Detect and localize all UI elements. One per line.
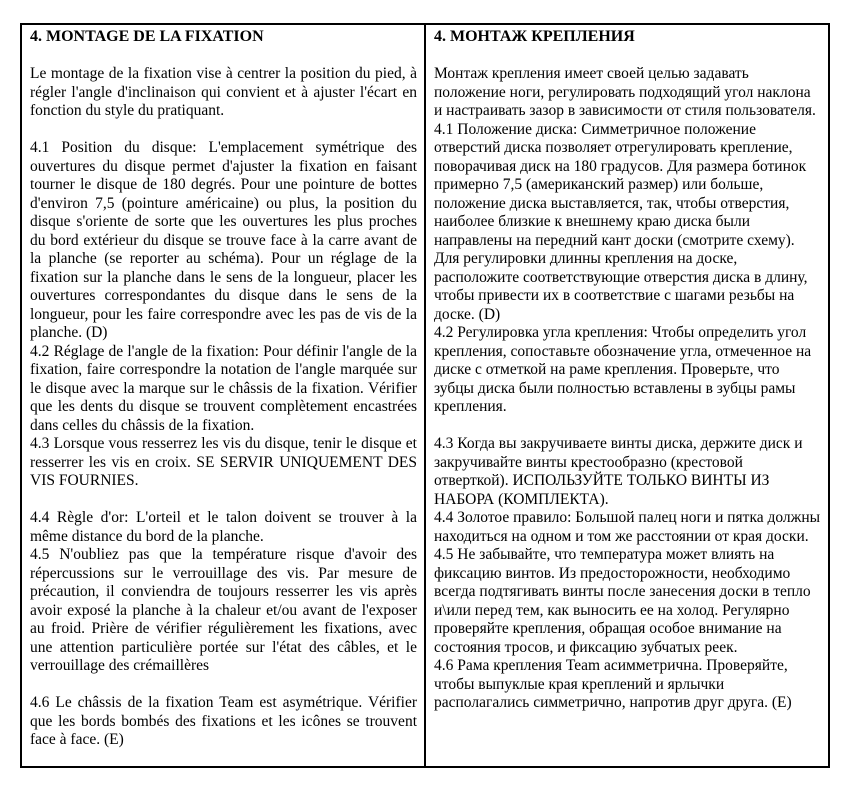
russian-column-cell [425, 24, 829, 767]
russian-column [434, 28, 821, 766]
russian-paragraph-4-1: 4.1 Положение диска: Симметричное положение отверстий диска позволяет отрегулировать крепление, поворачивая диск на 180 градусов. Для размера ботинок примерно 7,5 (американский размер) или больше, положение диска выставляется, так, чтобы отверстия, наиболее близкие к внешнему краю диска были направлены на передний кант доски (смотрите схему). Для регулировки длинны крепления на доске, расположите соответствующие отверстия диска в длину, чтобы привести их в соответствие с шагами резьбы на доске. (D) [434, 120, 808, 323]
table-row [21, 24, 829, 767]
french-paragraph-4-1: 4.1 Position du disque: L'emplacement symétrique des ouvertures du disque permet d'ajuster la fixation en faisant tourner le disque de 180 degrés. Pour une pointure de bottes d'environ 7,5 (pointure américaine) ou plus, la position du disque s'oriente de sorte que les ouvertures les plus proches du bord extérieur du disque se trouve face à la carre avant de la planche (se reporter au schéma). Pour un réglage de la fixation sur la planche dans le sens de la longueur, placer les ouvertures correspondantes du disque dans le sens de la longueur, pour les faire correspondre avec les pas de vis de la planche. (D) [30, 139, 417, 341]
russian-paragraph-4-3: 4.3 Когда вы закручиваете винты диска, держите диск и закручивайте винты крестообразно (крестовой отверткой). ИСПОЛЬЗУЙТЕ ТОЛЬКО ВИНТЫ ИЗ НАБОРА (КОМПЛЕКТА). [434, 435, 803, 508]
french-paragraph-4-6: 4.6 Le châssis de la fixation Team est asymétrique. Vérifier que les bords bombés des fixations et les icônes se trouvent face à face. (E) [30, 694, 417, 748]
french-paragraph-intro: Le montage de la fixation vise à centrer la position du pied, à régler l'angle d'inclinaison qui convient et à ajuster l'écart en fonction du style du pratiquant. [30, 65, 417, 119]
french-column [30, 28, 417, 766]
russian-paragraph-4-5: 4.5 Не забывайте, что температура может влиять на фиксацию винтов. Из предосторожности, необходимо всегда подтягивать винты после занесения доски в тепло и\или перед тем, как выносить ее на холод. Регулярно проверяйте крепления, обращая особое внимание на состояния тросов, и фиксацию зубчатых реек. [434, 546, 811, 656]
french-paragraph-4-2: 4.2 Réglage de l'angle de la fixation: Pour définir l'angle de la fixation, faire correspondre la notation de l'angle marquée sur le disque avec la marque sur le châssis de la fixation. Vérifier que les dents du disque se trouvent complètement encastrées dans celles du châssis de la fixation. [30, 342, 417, 434]
russian-paragraph-intro: Монтаж крепления имеет своей целью задавать положение ноги, регулировать подходящий угол наклона и настраивать зазор в зависимости от стиля пользователя. [434, 65, 816, 119]
translation-table [20, 23, 830, 768]
russian-section-title: 4. МОНТАЖ КРЕПЛЕНИЯ [434, 28, 635, 45]
french-paragraph-4-3: 4.3 Lorsque vous resserrez les vis du disque, tenir le disque et resserrer les vis en croix. SE SERVIR UNIQUEMENT DES VIS FOURNIES. [30, 435, 417, 489]
french-section-title: 4. MONTAGE DE LA FIXATION [30, 28, 264, 45]
french-paragraph-4-4: 4.4 Règle d'or: L'orteil et le talon doivent se trouver à la même distance du bord de la planche. [30, 509, 417, 545]
french-paragraph-4-5: 4.5 N'oubliez pas que la température risque d'avoir des répercussions sur le verrouillage des vis. Par mesure de précaution, il conviendra de toujours resserrer les vis après avoir exposé la planche à la chaleur et/ou avant de l'exposer au froid. Prière de vérifier régulièrement les fixations, avec une attention particulière portée sur l'état des câbles, et le verrouillage des crémaillères [30, 546, 417, 674]
french-column-cell [21, 24, 425, 767]
russian-paragraph-4-6: 4.6 Рама крепления Team асимметрична. Проверяйте, чтобы выпуклые края креплений и ярлычки располагались симметрично, напротив друг друга. (E) [434, 657, 792, 711]
russian-paragraph-4-4: 4.4 Золотое правило: Большой палец ноги и пятка должны находиться на одном и том же расстоянии от края доски. [434, 509, 821, 545]
russian-paragraph-4-2: 4.2 Регулировка угла крепления: Чтобы определить угол крепления, сопоставьте обозначение угла, отмеченное на диске с отметкой на раме крепления. Проверьте, что зубцы диска были полностью вставлены в зубцы рамы крепления. [434, 324, 812, 415]
